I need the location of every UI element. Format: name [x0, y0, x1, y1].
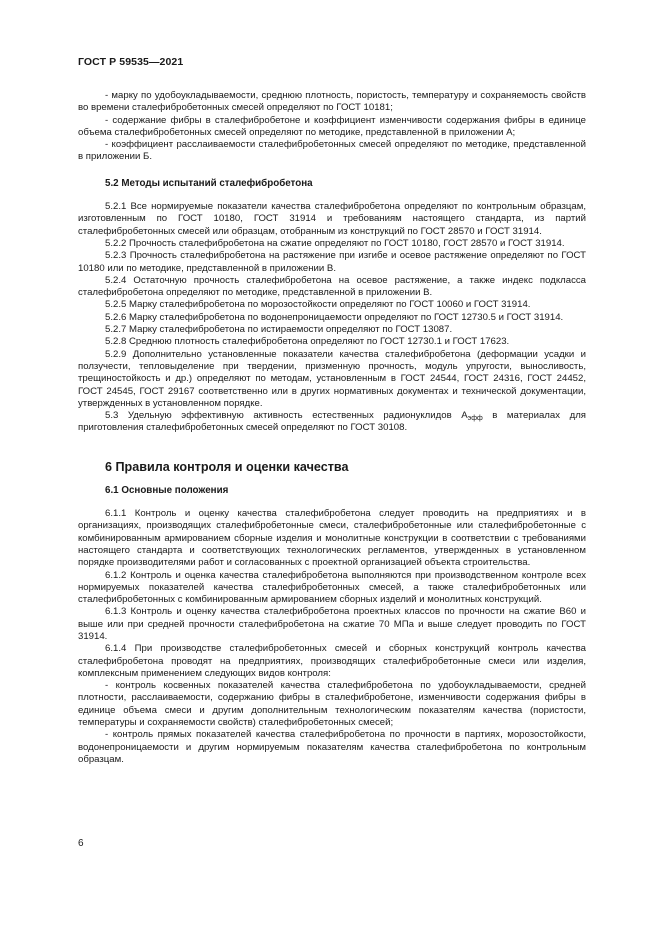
clause-6-1-4-item-1: - контроль косвенных показателей качества сталефибробетона по удобоукладываемости, средней плотности, расслаиваемости, содержанию фибры в сталефибробетоне, изменчивости содержания фибры в единице объема смеси и другим дополнительным технологическим показателям качества (пористости, температуры и сохраняемости свойств) сталефибробетонных смесей; — [78, 680, 586, 729]
document-header: ГОСТ Р 59535—2021 — [78, 56, 184, 68]
intro-item-3: - коэффициент расслаиваемости сталефибробетонных смесей определяют по методике, представленной в приложении Б. — [78, 139, 586, 163]
clause-5-3-text-a: 5.3 Удельную эффективную активность естественных радионуклидов А — [105, 410, 468, 422]
intro-item-2: - содержание фибры в сталефибробетоне и коэффициент изменчивости содержания фибры в единице объема сталефибробетонных смесей определяют по методике, представленной в приложении А; — [78, 114, 586, 138]
section-5-2-heading: 5.2 Методы испытаний сталефибробетона — [105, 177, 313, 189]
clause-5-2-6: 5.2.6 Марку сталефибробетона по водонепроницаемости определяют по ГОСТ 12730.5 и ГОСТ 31914. — [105, 311, 564, 323]
intro-item-1: - марку по удобоукладываемости, среднюю плотность, пористость, температуру и сохраняемость свойств во времени сталефибробетонных смесей определяют по ГОСТ 10181; — [78, 90, 586, 114]
clause-5-2-7: 5.2.7 Марку сталефибробетона по истираемости определяют по ГОСТ 13087. — [105, 324, 453, 336]
section-6-heading: 6 Правила контроля и оценки качества — [105, 459, 349, 474]
page-number: 6 — [78, 838, 84, 849]
document-page — [78, 56, 586, 766]
clause-5-3-subscript: эфф — [467, 415, 483, 423]
clause-6-1-2: 6.1.2 Контроль и оценка качества сталефибробетона выполняются при производственном контроле всех нормируемых показателей качества сталефибробетонных смесей, а также сталефибробетонных или сталефибробетонных с комбинированным армированием сборных изделий и монолитных конструкций. — [78, 569, 586, 606]
clause-5-2-3: 5.2.3 Прочность сталефибробетона на растяжение при изгибе и осевое растяжение определяют по ГОСТ 10180 или по методике, представленной в приложении В. — [78, 250, 586, 274]
clause-6-1-4: 6.1.4 При производстве сталефибробетонных смесей и сборных конструкций контроль качества сталефибробетона проводят на предприятиях, производящих сталефибробетонные смеси или изделия, комплексным применением следующих видов контроля: — [78, 643, 586, 679]
clause-5-2-4: 5.2.4 Остаточную прочность сталефибробетона на осевое растяжение, а также индекс подкласса сталефибробетона определяют по методике, представленной в приложении В. — [78, 274, 586, 299]
clause-5-2-5: 5.2.5 Марку сталефибробетона по морозостойкости определяют по ГОСТ 10060 и ГОСТ 31914. — [105, 299, 531, 311]
clause-5-3 — [78, 410, 586, 435]
clause-5-2-2: 5.2.2 Прочность сталефибробетона на сжатие определяют по ГОСТ 10180, ГОСТ 28570 и ГОСТ 31914. — [105, 237, 565, 249]
clause-6-1-3: 6.1.3 Контроль и оценку качества сталефибробетона проектных классов по прочности на сжатие В60 и выше или при средней прочности сталефибробетона на сжатие 70 МПа и выше следует проводить по ГОСТ 31914. — [78, 606, 586, 642]
clause-6-1-4-item-2: - контроль прямых показателей качества сталефибробетона по прочности в партиях, морозостойкости, водонепроницаемости и другим нормируемым показателям качества сталефибробетона по контрольным образцам. — [78, 729, 586, 765]
section-6-1-heading: 6.1 Основные положения — [105, 484, 229, 496]
clause-5-2-8: 5.2.8 Среднюю плотность сталефибробетона определяют по ГОСТ 12730.1 и ГОСТ 17623. — [105, 336, 510, 348]
clause-5-2-9: 5.2.9 Дополнительно установленные показатели качества сталефибробетона (деформации усадки и ползучести, тепловыделение при твердении, призменную прочность, модуль упругости, выносливость, трещиностойкость и др.) определяют по методам, установленным в ГОСТ 24544, ГОСТ 24316, ГОСТ 24452, ГОСТ 24545, ГОСТ 29167 соответственно или в других нормативных документах и технической документации, утвержденных в установленном порядке. — [78, 348, 586, 409]
clause-5-2-1: 5.2.1 Все нормируемые показатели качества сталефибробетона определяют по контрольным образцам, изготовленным по ГОСТ 10180, ГОСТ 31914 и требованиям настоящего стандарта, из партий сталефибробетонных смесей или образцам, отобранным из конструкций по ГОСТ 28570 и ГОСТ 31914. — [78, 201, 586, 237]
clause-6-1-1: 6.1.1 Контроль и оценку качества сталефибробетона следует проводить на предприятиях и в организациях, производящих сталефибробетонные смеси, сталефибробетонные или сталефибробетонные с комбинированным армированием сборные изделия и монолитные конструкции в соответствии с требованиями настоящего стандарта и соответствующих технологических регламентов, утвержденных в установленном порядке производителями работ и согласованных с проектной организацией объекта строительства. — [78, 508, 586, 569]
clause-5-3-text-b: в материалах для приготовления сталефибробетонных смесей определяют по ГОСТ 30108. — [78, 410, 586, 434]
